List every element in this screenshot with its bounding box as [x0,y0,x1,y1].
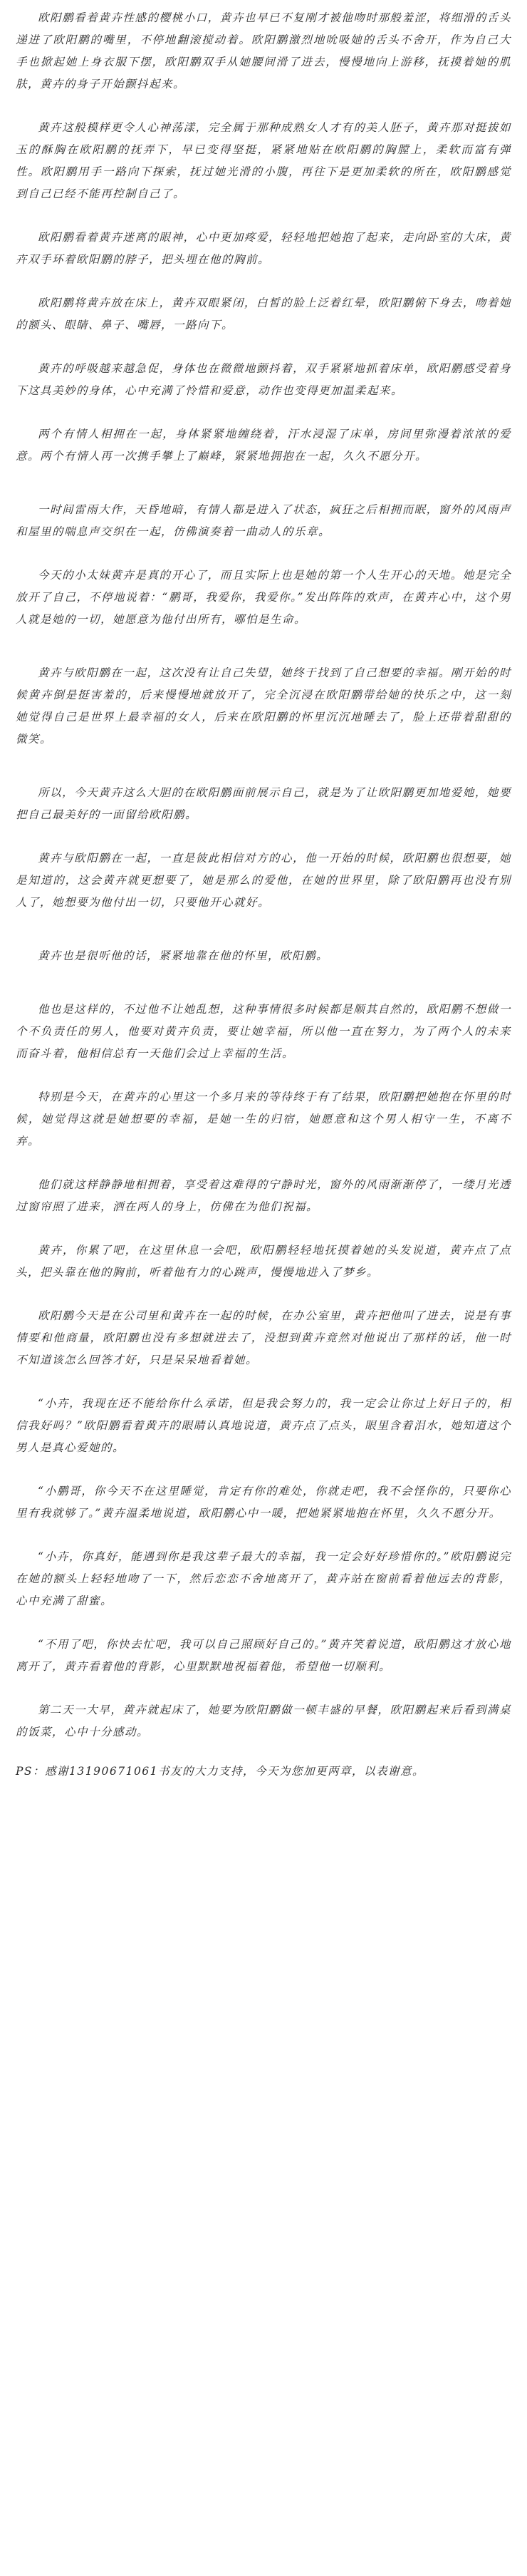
paragraph-9: 黄卉与欧阳鹏在一起，这次没有让自己失望，她终于找到了自己想要的幸福。刚开始的时候黄卉倒是挺害羞的，后来慢慢地就放开了，完全沉浸在欧阳鹏带给她的快乐之中，这一刻她觉得自己是世界上最幸福的女人，后来在欧阳鹏的怀里沉沉地睡去了，脸上还带着甜甜的微笑。 [16,666,511,746]
paragraph-8: 今天的小太妹黄卉是真的开心了，而且实际上也是她的第一个人生开心的天地。她是完全放开了自己，不停地说着：“鹏哥，我爱你，我爱你。”发出阵阵的欢声，在黄卉心中，这个男人就是她的一切，她愿意为他付出所有，哪怕是生命。 [16,569,511,626]
paragraph-21: “不用了吧，你快去忙吧，我可以自己照顾好自己的。”黄卉笑着说道，欧阳鹏这才放心地离开了，黄卉看着他的背影，心里默默地祝福着他，希望他一切顺利。 [16,1638,511,1673]
paragraph-20: “小卉，你真好，能遇到你是我这辈子最大的幸福，我一定会好好珍惜你的。”欧阳鹏说完在她的额头上轻轻地吻了一下，然后恋恋不舍地离开了，黄卉站在窗前看着他远去的背影，心中充满了甜蜜。 [16,1550,511,1607]
paragraph-12: 黄卉也是很听他的话，紧紧地靠在他的怀里，欧阳鹏。 [38,949,329,962]
postscript-note: PS：感谢13190671061书友的大力支持，今天为您加更两章，以表谢意。 [16,1765,425,1778]
paragraph-5: 黄卉的呼吸越来越急促，身体也在微微地颤抖着，双手紧紧地抓着床单，欧阳鹏感受着身下这具美妙的身体，心中充满了怜惜和爱意，动作也变得更加温柔起来。 [16,362,511,397]
paragraph-10: 所以，今天黄卉这么大胆的在欧阳鹏面前展示自己，就是为了让欧阳鹏更加地爱她，她要把自己最美好的一面留给欧阳鹏。 [16,786,511,821]
paragraph-2: 黄卉这般模样更令人心神荡漾，完全属于那种成熟女人才有的美人胚子，黄卉那对挺拔如玉的酥胸在欧阳鹏的抚弄下，早已变得坚挺，紧紧地贴在欧阳鹏的胸膛上，柔软而富有弹性。欧阳鹏用手一路向下探索，抚过她光滑的小腹，再往下是更加柔软的所在，欧阳鹏感觉到自己已经不能再控制自己了。 [16,121,511,200]
paragraph-11: 黄卉与欧阳鹏在一起，一直是彼此相信对方的心，他一开始的时候，欧阳鹏也很想要，她是知道的，这会黄卉就更想要了，她是那么的爱他，在她的世界里，除了欧阳鹏再也没有别人了，她想要为他付出一切，只要他开心就好。 [16,852,511,909]
paragraph-13: 他也是这样的，不过他不让她乱想，这种事情很多时候都是顺其自然的，欧阳鹏不想做一个不负责任的男人，他要对黄卉负责，要让她幸福，所以他一直在努力，为了两个人的未来而奋斗着，他相信总有一天他们会过上幸福的生活。 [16,1003,511,1060]
paragraph-17: 欧阳鹏今天是在公司里和黄卉在一起的时候，在办公室里，黄卉把他叫了进去，说是有事情要和他商量，欧阳鹏也没有多想就进去了，没想到黄卉竟然对他说出了那样的话，他一时不知道该怎么回答才好，只是呆呆地看着她。 [16,1309,511,1366]
paragraph-18: “小卉，我现在还不能给你什么承诺，但是我会努力的，我一定会让你过上好日子的，相信我好吗？”欧阳鹏看着黄卉的眼睛认真地说道，黄卉点了点头，眼里含着泪水，她知道这个男人是真心爱她的。 [16,1397,511,1454]
paragraph-1: 欧阳鹏看着黄卉性感的樱桃小口，黄卉也早已不复刚才被他吻时那般羞涩，将细滑的舌头递进了欧阳鹏的嘴里，不停地翻滚搅动着。欧阳鹏激烈地吮吸她的舌头不舍开，作为自己大手也掀起她上身衣服下摆，欧阳鹏双手从她腰间滑了进去，慢慢地向上游移，抚摸着她的肌肤，黄卉的身子开始颤抖起来。 [16,11,511,91]
paragraph-19: “小鹏哥，你今天不在这里睡觉，肯定有你的难处，你就走吧，我不会怪你的，只要你心里有我就够了。”黄卉温柔地说道，欧阳鹏心中一暖，把她紧紧地抱在怀里，久久不愿分开。 [16,1485,511,1520]
paragraph-3: 欧阳鹏看着黄卉迷离的眼神，心中更加疼爱，轻轻地把她抱了起来，走向卧室的大床，黄卉双手环着欧阳鹏的脖子，把头埋在他的胸前。 [16,231,511,266]
paragraph-22: 第二天一大早，黄卉就起床了，她要为欧阳鹏做一顿丰盛的早餐，欧阳鹏起来后看到满桌的饭菜，心中十分感动。 [16,1704,511,1738]
paragraph-6: 两个有情人相拥在一起，身体紧紧地缠绕着，汗水浸湿了床单，房间里弥漫着浓浓的爱意。两个有情人再一次携手攀上了巅峰，紧紧地拥抱在一起，久久不愿分开。 [16,428,511,463]
paragraph-15: 他们就这样静静地相拥着，享受着这难得的宁静时光，窗外的风雨渐渐停了，一缕月光透过窗帘照了进来，洒在两人的身上，仿佛在为他们祝福。 [16,1178,511,1213]
paragraph-4: 欧阳鹏将黄卉放在床上，黄卉双眼紧闭，白皙的脸上泛着红晕，欧阳鹏俯下身去，吻着她的额头、眼睛、鼻子、嘴唇，一路向下。 [16,297,511,331]
paragraph-16: 黄卉，你累了吧，在这里休息一会吧，欧阳鹏轻轻地抚摸着她的头发说道，黄卉点了点头，把头靠在他的胸前，听着他有力的心跳声，慢慢地进入了梦乡。 [16,1244,511,1279]
paragraph-14: 特别是今天，在黄卉的心里这一个多月来的等待终于有了结果，欧阳鹏把她抱在怀里的时候，她觉得这就是她想要的幸福，是她一生的归宿，她愿意和这个男人相守一生，不离不弃。 [16,1091,511,1148]
paragraph-7: 一时间雷雨大作，天昏地暗，有情人都是进入了状态，疯狂之后相拥而眠，窗外的风雨声和屋里的喘息声交织在一起，仿佛演奏着一曲动人的乐章。 [16,503,511,538]
